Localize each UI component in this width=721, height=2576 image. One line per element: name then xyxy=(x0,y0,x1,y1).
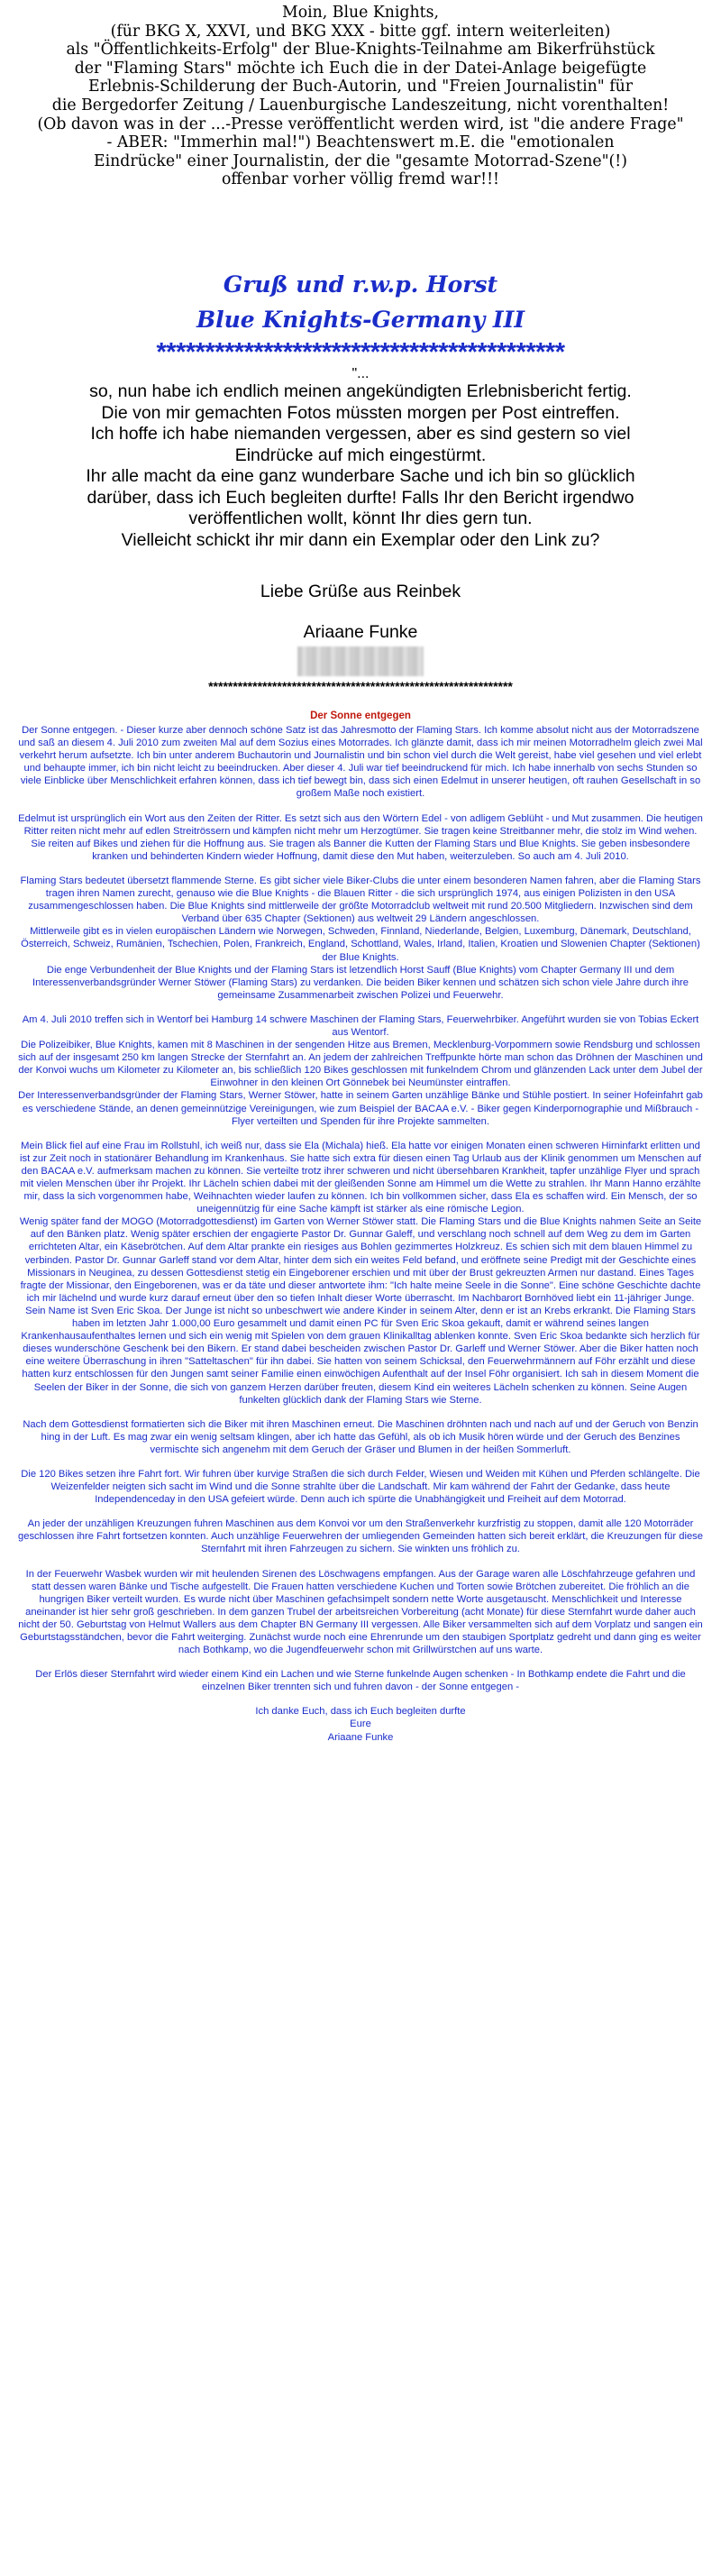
mail-greeting: Liebe Grüße aus Reinbek xyxy=(260,582,461,601)
closing-line: Ariaane Funke xyxy=(327,1731,394,1743)
intro-line: die Bergedorfer Zeitung / Lauenburgische Landeszeitung, nicht vorenthalten! xyxy=(51,96,670,115)
article-paragraph: Flaming Stars bedeutet übersetzt flammende Sterne. Es gibt sicher viele Biker-Clubs die unter einem besonderen Namen fahren, aber die Flaming Stars tragen ihren Namen zurecht, genauso wie die Blue Knights - die Blauen Ritter - die sich ursprünglich 1974, aus einigen Polizisten in den USA zusammengeschlossen haben. Die Blue Knights sind mittlerweile der größte Motorradclub weltweit mit rund 20.500 Mitgliedern. Inzwischen sind dem Verband über 635 Chapter (Sektionen) aus weltweit 29 Ländern angeschlossen. xyxy=(20,875,701,925)
mail-author: Ariaane Funke xyxy=(303,622,418,642)
intro-line: Erlebnis-Schilderung der Buch-Autorin, und "Freien Journalistin" für xyxy=(87,78,634,96)
article-paragraph: Der Sonne entgegen. - Dieser kurze aber dennoch schöne Satz ist das Jahresmotto der Flaming Stars. Ich komme absolut nicht aus der Motorradszene und saß an diesem 4. Juli 2010 zum zweiten Mal auf dem Sozius eines Motorrades. Ich glänzte damit, dass ich mir meinen Motorradhelm gleich zwei Mal verkehrt herum aufsetzte. Ich bin unter anderem Buchautorin und Journalistin und bin schon viel durch die Welt gereist, habe viel gesehen und viel erlebt und behaupte immer, ich bin nicht leicht zu beeindrucken. Aber dieser 4. Juli war tief beeindruckend für mich. Ich habe innerhalb von sechs Stunden so viele Einblicke über Menschlichkeit erfahren können, dass ich tief bewegt bin, dass sich einen Edelmut in unserer heutigen, oft rauhen Gesellschaft in so großem Maße noch existiert. xyxy=(18,725,703,800)
article xyxy=(16,710,705,1744)
closing-line: Eure xyxy=(350,1719,371,1730)
article-paragraph: Die Polizeibiker, Blue Knights, kamen mit 8 Maschinen in der sengenden Hitze aus Bremen, Mecklenburg-Vorpommern sowie Rendsburg und schlossen sich auf der insgesamt 250 km langen Strecke der Sternfahrt an. An jedem der zahlreichen Treffpunkte hörte man schon das Dröhnen der Maschinen und der Konvoi wuchs um Kilometer zu Kilometer an, bis schließlich 120 Bikes geschlossen mit funkelndem Chrom und glänzenden Lack unter dem Jubel der Einwohner in den kleinen Ort Gönnebek bei Neumünster eintraffen. xyxy=(18,1040,703,1089)
mail-divider: ************************************************************** xyxy=(208,679,513,693)
article-paragraph: Wenig später fand der MOGO (Motorradgottesdienst) im Garten von Werner Stöwer statt. Die Flaming Stars und die Blue Knights nahmen Seite an Seite auf den Bänken platz. Wenig später erschien der engagierte Pastor Dr. Gunnar Galeff, und verschlang noch schnell auf dem Weg zu dem im Garten errichteten Altar, ein Käsebrötchen. Auf dem Altar prankte ein riesiges aus Bohlen gezimmertes Holzkreuz. Es schien sich mit dem blauen Himmel zu verbinden. Pastor Dr. Gunnar Garleff stand vor dem Altar, hinter dem sich ein weites Feld befand, und eröffnete seine Predigt mit der Geschichte eines Missionars in Neuginea, zu dessen Gottesdienst stetig ein Eingeborener erschien und mit über der Brust gekreuzten Armen nur dastand. Eines Tages fragte der Missionar, den Eingeborenen, was er da täte und dieser antwortete ihm: "Ich halte meine Seele in die Sonne". Eine schöne Geschichte dachte ich mir lächelnd und wurde kurz darauf erneut über den so tiefen Inhalt dieser Worte überrascht. Im Nachbarort Bornhöved liebt ein 11-jähriger Junge. Sein Name ist Sven Eric Skoa. Der Junge ist nicht so unbeschwert wie andere Kinder in seinem Alter, denn er ist an Krebs erkrankt. Die Flaming Stars haben im letzten Jahr 1.000,00 Euro gesammelt und damit einen PC für Sven Eric Skoa gekauft, damit er während seines langen Krankenhausaufenthaltes lernen und sich ein wenig mit Spielen von dem grauen Klinikalltag ablenken konnte. Sven Eric Skoa bedankte sich herzlich für dieses wunderschöne Geschenk bei den Bikern. Er stand dabei bescheiden zwischen Pastor Dr. Garleff und Werner Stöwer. Aber die Biker hatten noch eine weitere Überraschung in ihren "Satteltaschen" für ihn dabei. Sie hatten von seinem Schicksal, den Feuerwehrmännern auf Föhr erzählt und diese hatten kurz entschlossen für den Jungen samt seiner Familie einen einwöchigen Aufenthalt auf der Insel Föhr organisiert. Ich sah in diesem Moment die Seelen der Biker in der Sonne, die sich von ganzem Herzen darüber freuten, diesem Kind ein weiteres Lächeln schenken zu können. Seine Augen funkelten glücklich dank der Flaming Stars wie Sterne. xyxy=(19,1216,702,1406)
intro-line: (Ob davon was in der ...-Presse veröffentlicht werden wird, ist "die andere Frage" xyxy=(37,115,684,133)
signature-greeting: Gruß und r.w.p. Horst xyxy=(223,271,498,298)
article-title: Der Sonne entgegen xyxy=(310,710,411,721)
intro-line: der "Flaming Stars" möchte ich Euch die in der Datei-Anlage beigefügte xyxy=(74,59,647,78)
article-paragraph: Mittlerweile gibt es in vielen europäischen Ländern wie Norwegen, Schweden, Finnland, Niederlande, Belgien, Luxemburg, Dänemark, Deutschland, Österreich, Schweiz, Rumänien, Tschechien, Polen, Frankreich, England, Schottland, Wales, Irland, Italien, Kroatien und Slowenien Chapter (Sektionen) der Blue Knights. xyxy=(21,926,700,963)
intro-line: Eindrücke" einer Journalistin, der die "gesamte Motorrad-Szene"(!) xyxy=(94,151,627,170)
article-paragraph: Edelmut ist ursprünglich ein Wort aus den Zeiten der Ritter. Es setzt sich aus den Wörtern Edel - von adligem Geblüht - und Mut zusammen. Die heutigen Ritter reiten nicht mehr auf edlen Streitrössern und kämpfen nicht mehr um Herzogtümer. Sie tragen keine Streitbanner mehr, die stolz im Wind wehen. Sie reiten auf Bikes und ziehen für die Hoffnung aus. Sie tragen als Banner die Kutten der Flaming Stars und Blue Knights. Sie geben insbesondere kranken und behinderten Kindern wieder Hoffnung, damit diese den Mut haben, weiterzuleben. So auch am 4. Juli 2010. xyxy=(18,812,703,862)
article-paragraph: An jeder der unzähligen Kreuzungen fuhren Maschinen aus dem Konvoi vor um den Straßenverkehr kurzfristig zu stoppen, damit alle 120 Motorräder geschlossen ihre Fahrt fortsetzen konnten. Auch unzählige Feuerwehren der umliegenden Gemeinden hatten sich bereit erklärt, die Kreuzungen für diese Sternfahrt mit ihren Fahrzeugen zu sichern. Sie winkten uns fröhlich zu. xyxy=(18,1518,703,1555)
article-closing xyxy=(16,1705,705,1743)
closing-line: Ich danke Euch, dass ich Euch begleiten durfte xyxy=(255,1706,466,1718)
star-divider: ****************************************** xyxy=(156,338,565,367)
redacted-contact-block xyxy=(297,646,424,676)
article-paragraph: Der Interessenverbandsgründer der Flaming Stars, Werner Stöwer, hatte in seinem Garten unzählige Bänke und Stühle postiert. In seiner Hofeinfahrt gab es verschiedene Stände, an denen gemeinnützige Vereinigungen, wie zum Beispiel der BACAA e.V. - Biker gegen Kinderpornographie und Mißbrauch - Flyer verteilten und Spenden für ihre Projekte sammelten. xyxy=(18,1090,703,1127)
article-paragraph: Der Erlös dieser Sternfahrt wird wieder einem Kind ein Lachen und wie Sterne funkelnde Augen schenken - In Bothkamp endete die Fahrt und die einzelnen Biker trennten sich und fuhren davon - der Sonne entgegen - xyxy=(35,1669,686,1693)
mail-line: Vielleicht schickt ihr mir dann ein Exemplar oder den Link zu? xyxy=(121,529,600,550)
forwarded-mail-body xyxy=(18,381,703,551)
quote-ellipsis: "... xyxy=(351,366,370,381)
mail-line: Ich hoffe ich habe niemanden vergessen, aber es sind gestern so viel xyxy=(90,424,631,444)
article-paragraph: Nach dem Gottesdienst formatierten sich die Biker mit ihren Maschinen erneut. Die Maschinen dröhnten nach und nach auf und der Geruch von Benzin hing in der Luft. Es mag zwar ein wenig seltsam klingen, aber ich hatte das Gefühl, als ob ich Musik hören würde und der Geruch des Benzines vermischte sich angenehm mit dem Geruch der Gräser und Blumen in der heißen Sommerluft. xyxy=(23,1418,698,1455)
mail-line: darüber, dass ich Euch begleiten durfte! Falls Ihr den Bericht irgendwo xyxy=(87,487,634,508)
article-paragraph: In der Feuerwehr Wasbek wurden wir mit heulenden Sirenen des Löschwagens empfangen. Aus der Garage waren alle Löschfahrzeuge gefahren und statt dessen waren Bänke und Tische aufgestellt. Die Frauen hatten verschiedene Kuchen und Torten sowie Brötchen zubereitet. Die fröhlich an die hungrigen Biker verteilt wurden. Es wurde nicht über Maschinen gefachsimpelt sondern nette Worte ausgetauscht. Menschlichkeit und Interesse aneinander ist hier sehr groß geschrieben. In dem ganzen Trubel der arbeitsreichen Vorbereitung (acht Monate) für diese Sternfahrt wurde daher auch nicht der 50. Geburtstag von Helmut Wallers aus dem Chapter BN Germany III vergessen. Alle Biker versammelten sich auf dem Vorplatz und sangen ein Geburtstagsständchen, bevor die Fahrt weiterging. Zunächst wurde noch eine Ehrenrunde um den staubigen Sportplatz gedreht und dann ging es weiter nach Bothkamp, wo die Jugendfeuerwehr schon mit Grillwürstchen auf uns warte. xyxy=(18,1568,703,1656)
intro-line: - ABER: "Immerhin mal!") Beachtenswert m.E. die "emotionalen xyxy=(106,133,615,152)
article-paragraph: Die enge Verbundenheit der Blue Knights und der Flaming Stars ist letzendlich Horst Sauff (Blue Knights) vom Chapter Germany III und dem Interessenverbandsgründer Werner Stöwer (Flaming Stars) zu verdanken. Die beiden Biker kennen und schätzen sich schon viele Jahre durch ihre gemeinsame Zusammenarbeit zwischen Polizei und Feuerwehr. xyxy=(32,964,689,1001)
intro-message xyxy=(18,4,703,189)
article-paragraph: Die 120 Bikes setzen ihre Fahrt fort. Wir fuhren über kurvige Straßen die sich durch Felder, Wiesen und Weiden mit Kühen und Pferden schlängelte. Die Weizenfelder neigten sich sacht im Wind und die Sonne strahlte über die Landschaft. Mir kam während der Fahrt der Gedanke, dass heute Independenceday in den USA gefeiert würde. Denn auch ich spürte die Unabhängigkeit und Freiheit auf dem Motorrad. xyxy=(21,1468,700,1506)
mail-line: Eindrücke auf mich eingestürmt. xyxy=(234,445,487,465)
mail-line: veröffentlichen wollt, könnt Ihr dies gern tun. xyxy=(188,509,533,528)
article-paragraph: Am 4. Juli 2010 treffen sich in Wentorf bei Hamburg 14 schwere Maschinen der Flaming Stars, Feuerwehrbiker. Angeführt wurden sie von Tobias Eckert aus Wentorf. xyxy=(22,1013,699,1038)
intro-line: offenbar vorher völlig fremd war!!! xyxy=(221,170,500,189)
mail-line: so, nun habe ich endlich meinen angekündigten Erlebnisbericht fertig. xyxy=(89,381,632,401)
mail-line: Die von mir gemachten Fotos müssten morgen per Post eintreffen. xyxy=(101,402,620,423)
intro-line: (für BKG X, XXVI, und BKG XXX - bitte ggf. intern weiterleiten) xyxy=(110,22,611,41)
article-paragraph: Mein Blick fiel auf eine Frau im Rollstuhl, ich weiß nur, dass sie Ela (Michala) hieß. Ela hatte vor einigen Monaten einen schweren Hirninfarkt erlitten und ist zur Zeit noch in stationärer Behandlung im Krankenhaus. Sie hatte sich extra für diesen einen Tag Urlaub aus der Klinik genommen um Menschen auf den BACAA e.V. aufmerksam machen zu können. Sie verteilte trotz ihrer schweren und nicht übersehbaren Krankheit, tapfer unzählige Flyer und sprach mit vielen Menschen über ihr Projekt. Ihr Lächeln schien dabei mit der gleißenden Sonne am Himmel um die Wette zu strahlen. Ihr Mann Hanno erzählte mir, dass la sich vorgenommen habe, Weihnachten wieder laufen zu können. Ich bin vollkommen sicher, dass Ela es schaffen wird. Ein Mensch, der so uneigennützig für eine Sache kämpft ist stärker als eine römische Legion. xyxy=(20,1140,701,1215)
intro-line: Moin, Blue Knights, xyxy=(282,4,439,22)
mail-line: Ihr alle macht da eine ganz wunderbare Sache und ich bin so glücklich xyxy=(86,466,635,486)
intro-line: als "Öffentlichkeits-Erfolg" der Blue-Knights-Teilnahme am Bikerfrühstück xyxy=(66,41,655,60)
signature-club: Blue Knights-Germany III xyxy=(196,307,525,333)
